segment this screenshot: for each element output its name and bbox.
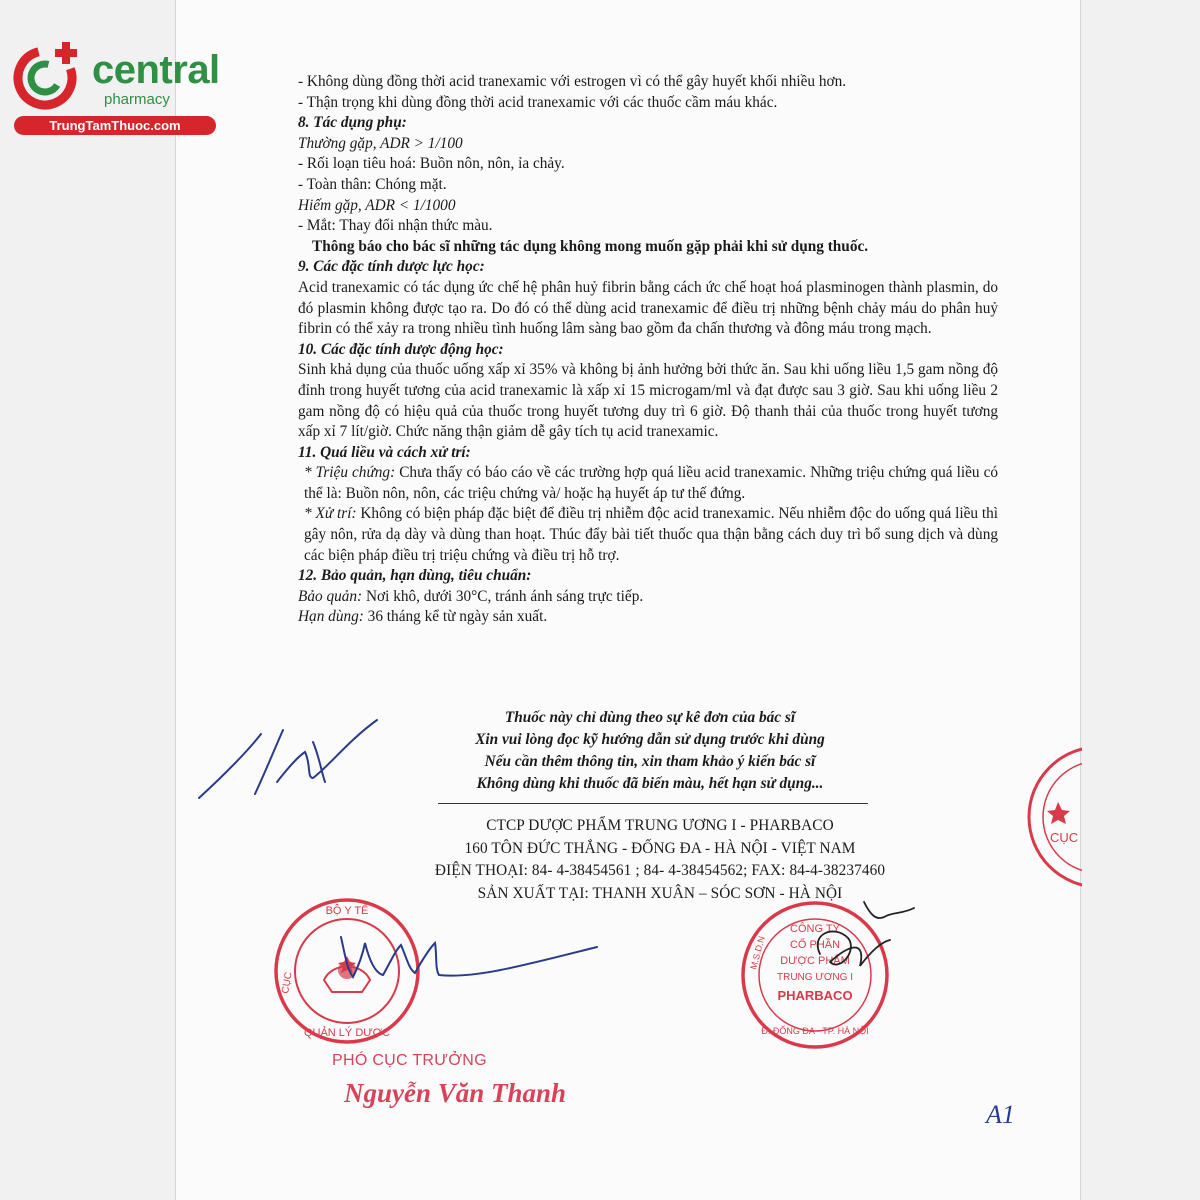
ministry-stamp-top: BỘ Y TẾ: [325, 905, 369, 917]
pharmacokinetics-text: Sinh khả dụng của thuốc uống xấp xỉ 35% và không bị ảnh hưởng bởi thức ăn. Sau khi uống liều 1,5 gam nồng độ đỉnh trong huyết tương của acid tranexamic là xấp xỉ 15 microgam/ml và đạt được sau 3 giờ. Sau khi uống liều 2 gam nồng độ có hiệu quả của thuốc trong huyết tương duy trì 6 giờ. Độ thanh thải của thuốc trong huyết tương xấp xỉ 7 lít/giờ. Chức năng thận giảm dễ gây tích tụ acid tranexamic.: [298, 361, 998, 441]
brand-name: central: [92, 48, 220, 92]
section-11-heading: 11. Quá liều và cách xử trí:: [298, 443, 471, 461]
section-12-heading: 12. Bảo quản, hạn dùng, tiêu chuẩn:: [298, 567, 532, 585]
storage-line: [298, 587, 998, 608]
central-pharmacy-logo-icon: [10, 40, 84, 114]
company-address: 160 TÔN ĐỨC THẮNG - ĐỐNG ĐA - HÀ NỘI - VIỆT NAM: [464, 839, 856, 857]
company-stamp-line4: TRUNG ƯƠNG I: [776, 972, 854, 983]
director-signature: [335, 925, 607, 995]
company-signature: [790, 900, 930, 990]
common-frequency-label: Thường gặp, ADR > 1/100: [298, 134, 463, 152]
expiry-line: [298, 607, 998, 628]
brand-subtitle: pharmacy: [104, 91, 170, 108]
overdose-treatment: [298, 504, 998, 566]
company-factory: SẢN XUẤT TẠI: THANH XUÂN – SÓC SƠN - HÀ NỘI: [477, 884, 843, 902]
company-info: [380, 815, 940, 905]
initial-signature-scribble: [195, 712, 385, 804]
company-stamp-line1: CÔNG TY: [790, 923, 840, 935]
side-effect-item: - Mắt: Thay đổi nhận thức màu.: [298, 217, 493, 235]
expiry-label: Hạn dùng:: [298, 608, 364, 626]
footer-note: Nếu cần thêm thông tin, xin tham khảo ý kiến bác sĩ: [484, 753, 816, 770]
company-stamp-line3: DƯỢC PHẨM: [780, 955, 850, 967]
footer-note: Không dùng khi thuốc đã biến màu, hết hạn sử dụng...: [476, 775, 824, 792]
overdose-symptoms: [298, 463, 998, 504]
footer-divider: [438, 803, 868, 804]
doctor-notice: Thông báo cho bác sĩ những tác dụng không mong muốn gặp phải khi sử dụng thuốc.: [312, 237, 869, 255]
footer-notes: [420, 707, 880, 795]
brand-url-link[interactable]: TrungTamThuoc.com: [14, 116, 216, 135]
expiry-text: 36 tháng kể từ ngày sản xuất.: [363, 608, 548, 626]
brand-logo[interactable]: [8, 36, 218, 146]
treatment-label: * Xử trí:: [304, 505, 357, 523]
page-mark: A1: [986, 1100, 1015, 1129]
symptoms-label: * Triệu chứng:: [304, 464, 396, 482]
symptoms-text: Chưa thấy có báo cáo về các trường hợp quá liều acid tranexamic. Những triệu chứng quá liều có thể là: Buồn nôn, nôn, các triệu chứng và/ hoặc hạ huyết áp tư thế đứng.: [304, 464, 999, 502]
intro-line: - Thận trọng khi dùng đồng thời acid tranexamic với các thuốc cầm máu khác.: [298, 93, 778, 111]
rare-frequency-label: Hiếm gặp, ADR < 1/1000: [298, 196, 456, 214]
company-name: CTCP DƯỢC PHẨM TRUNG ƯƠNG I - PHARBACO: [486, 817, 834, 834]
company-phone: ĐIỆN THOẠI: 84- 4-38454561 ; 84- 4-38454562; FAX: 84-4-38237460: [434, 862, 886, 879]
company-stamp-bottom: Đ. ĐỐNG ĐA - TP. HÀ NỘI: [761, 1026, 869, 1036]
company-stamp-ring: M.S.D.N: [748, 935, 767, 971]
company-stamp-line5: PHARBACO: [777, 988, 853, 1003]
company-stamp-line2: CỔ PHẦN: [789, 939, 841, 951]
treatment-text: Không có biện pháp đặc biệt để điều trị nhiễm độc acid tranexamic. Nếu nhiễm độc do uống quá liều thì gây nôn, rửa dạ dày và dùng than hoạt. Thúc đẩy bài tiết thuốc qua thận bằng cách duy trì bổ sung dịch và dùng các biện pháp điều trị triệu chứng và điều trị hỗ trợ.: [304, 505, 999, 564]
storage-text: Nơi khô, dưới 30°C, tránh ánh sáng trực tiếp.: [362, 587, 644, 605]
footer-note: Thuốc này chỉ dùng theo sự kê đơn của bác sĩ: [504, 709, 796, 726]
intro-line: - Không dùng đồng thời acid tranexamic với estrogen vì có thể gây huyết khối nhiều hơn.: [298, 73, 847, 90]
signatory-title: PHÓ CỤC TRƯỞNG: [332, 1052, 487, 1069]
section-9-heading: 9. Các đặc tính dược lực học:: [298, 258, 485, 276]
ministry-stamp-left: CỤC: [280, 971, 295, 995]
side-effect-item: - Toàn thân: Chóng mặt.: [298, 175, 447, 193]
section-10-heading: 10. Các đặc tính dược động học:: [298, 340, 504, 358]
side-effect-item: - Rối loạn tiêu hoá: Buồn nôn, nôn, ỉa chảy.: [298, 155, 565, 173]
leaflet-body: [298, 72, 998, 628]
edge-stamp-text: CỤC: [1050, 830, 1079, 845]
ministry-stamp-bottom: QUẢN LÝ DƯỢC: [303, 1027, 391, 1039]
section-8-heading: 8. Tác dụng phụ:: [298, 114, 407, 132]
pharmacodynamics-text: Acid tranexamic có tác dụng ức chế hệ phân huỷ fibrin bằng cách ức chế hoạt hoá plasminogen thành plasmin, do đó plasmin không được tạo ra. Do đó có thể dùng acid tranexamic để điều trị những bệnh chảy máu do phân huỷ fibrin có thể xảy ra trong nhiều tình huống lâm sàng bao gồm đa chấn thương và đông máu trong mạch.: [298, 278, 998, 338]
edge-stamp: [1024, 742, 1082, 892]
signatory-name: Nguyễn Văn Thanh: [344, 1078, 567, 1108]
storage-label: Bảo quản:: [298, 587, 363, 605]
footer-note: Xin vui lòng đọc kỹ hướng dẫn sử dụng trước khi dùng: [475, 731, 825, 748]
